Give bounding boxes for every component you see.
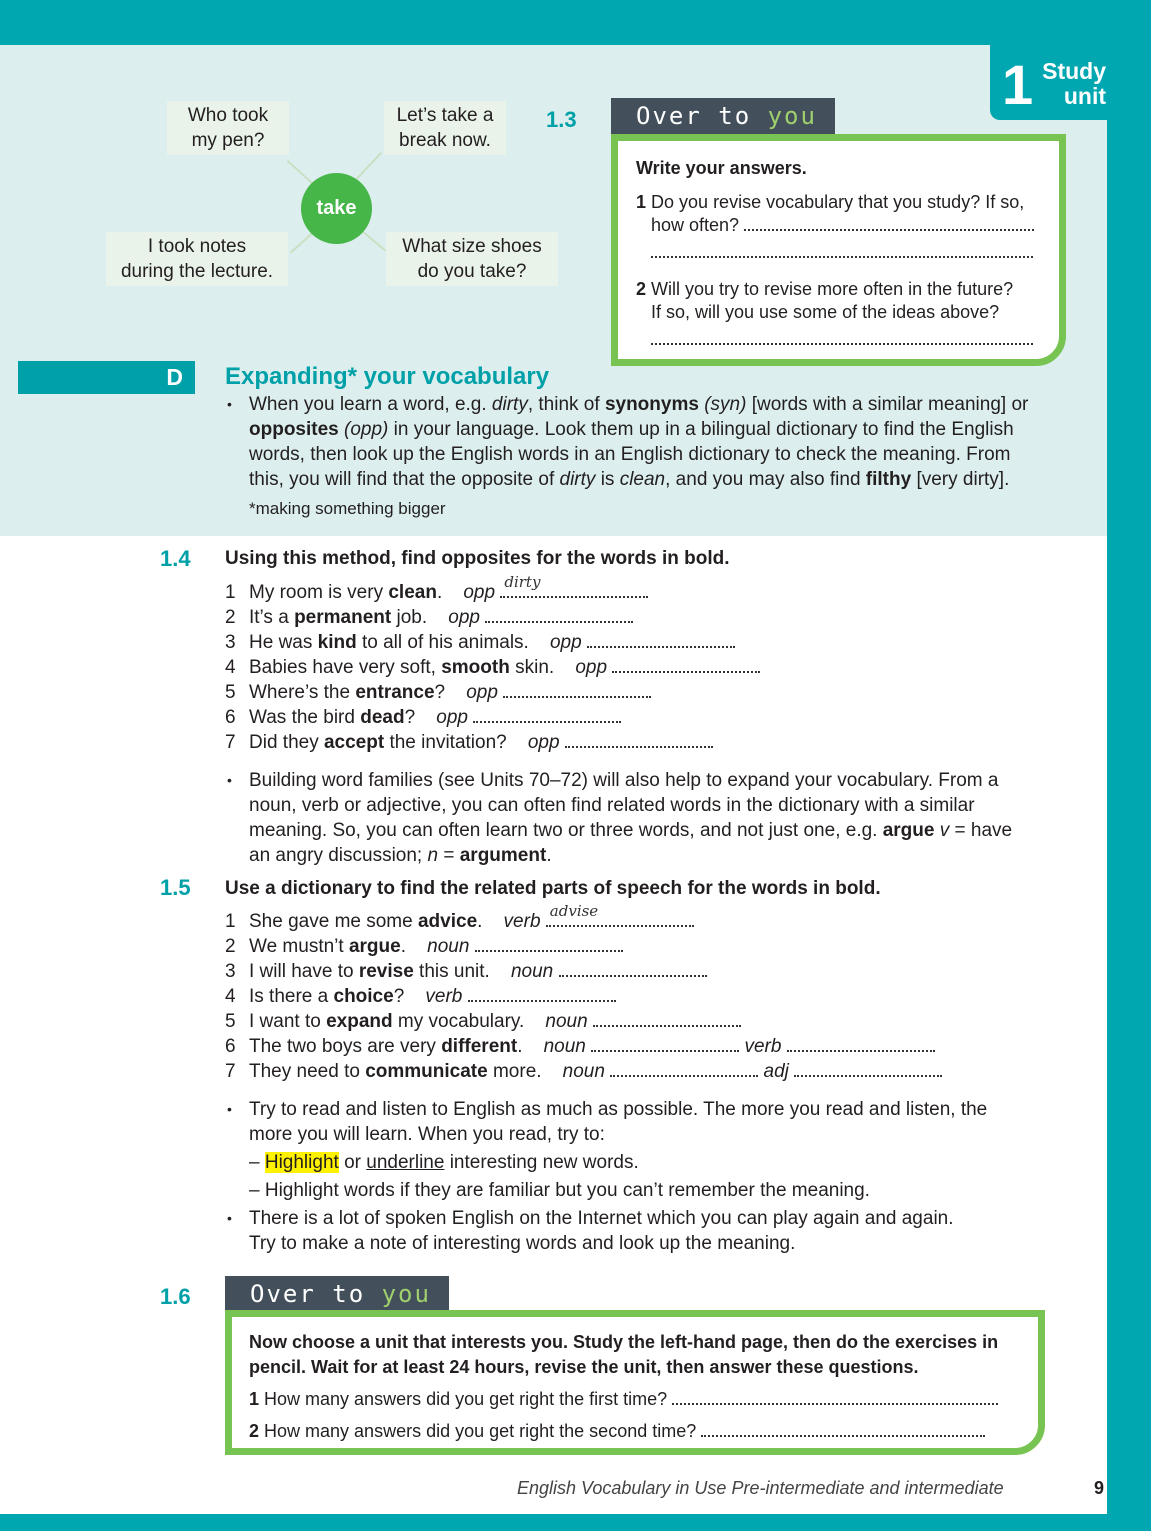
answer-line[interactable]: [672, 1391, 998, 1405]
right-band: [1107, 0, 1151, 1531]
answer-line[interactable]: [503, 684, 651, 698]
mindmap-bubble: What size shoes do you take?: [386, 232, 558, 286]
instructions: Write your answers.: [636, 158, 807, 178]
exercise-heading: Using this method, find opposites for the words in bold.: [225, 548, 730, 569]
handwritten-answer: advise: [549, 902, 599, 920]
exercise-item: 5 Where’s the entrance? opp: [225, 680, 760, 705]
exercise-item: 1 She gave me some advice. verb advise: [225, 909, 942, 934]
section-letter: D: [18, 361, 195, 394]
unit-label: Study unit: [1042, 58, 1106, 109]
answer-line[interactable]: [559, 963, 707, 977]
question-2: 2 How many answers did you get right the second time?: [249, 1420, 985, 1443]
exercise-item: 5 I want to expand my vocabulary. noun: [225, 1009, 942, 1034]
answer-line[interactable]: [744, 217, 1034, 231]
mindmap-center: take: [301, 173, 372, 244]
exercise-item: 2 We mustn’t argue. noun: [225, 934, 942, 959]
over-to-you-box: Write your answers. 1 Do you revise vocabulary that you study? If so, how often? 2 Will you try to revise more often in the future? If so, will you use some of the ideas above?: [611, 134, 1066, 366]
answer-line[interactable]: [701, 1423, 985, 1437]
underlined-word: underline: [366, 1152, 445, 1173]
question-1: 1 Do you revise vocabulary that you study? If so,: [636, 192, 1025, 212]
question-1: 1 How many answers did you get right the first time?: [249, 1388, 998, 1411]
answer-line[interactable]: [610, 1063, 758, 1077]
exercise-number: 1.4: [160, 546, 191, 571]
bullet-paragraph: • Try to read and listen to English as much as possible. The more you read and listen, the more you will learn. When you read, try to: – Highlight or underline interesting new words. – Highlight words if they are familiar but you can’t remember the meaning.: [227, 1099, 988, 1201]
top-band: [0, 0, 1151, 45]
exercise-item: 4 Babies have very soft, smooth skin. opp: [225, 655, 760, 680]
exercise-item: 6 The two boys are very different. noun verb: [225, 1034, 942, 1059]
exercise-item: 6 Was the bird dead? opp: [225, 705, 760, 730]
answer-line[interactable]: [651, 331, 1033, 345]
answer-line[interactable]: [468, 988, 616, 1002]
over-to-you-tab: Over to you: [225, 1276, 449, 1313]
answer-line[interactable]: [651, 244, 1033, 258]
bullet-paragraph: • Building word families (see Units 70–72) will also help to expand your vocabulary. From a noun, verb or adjective, you can often find related words in the dictionary with a similar meaning. So, you can often learn two or three words, and not just one, e.g. argue v = have an angry discussion; n = argument.: [227, 770, 1013, 866]
answer-line[interactable]: [787, 1038, 935, 1052]
exercise-item: 2 It’s a permanent job. opp: [225, 605, 760, 630]
exercise-item: 7 They need to communicate more. noun adj: [225, 1059, 942, 1084]
exercise-number: 1.5: [160, 875, 191, 900]
footnote: *making something bigger: [249, 499, 446, 518]
bullet-paragraph: • When you learn a word, e.g. dirty, think of synonyms (syn) [words with a similar meaning] or opposites (opp) in your language. Look them up in a bilingual dictionary to find the English words, then look up the English words in an English dictionary to check the meaning. From this, you will find that the opposite of dirty is clean, and you may also find filthy [very dirty]. *making something bigger: [249, 392, 1079, 521]
mindmap-bubble: Who took my pen?: [167, 101, 289, 155]
page-number: 9: [1094, 1478, 1105, 1498]
answer-line[interactable]: [473, 709, 621, 723]
unit-number: 1: [1002, 53, 1034, 116]
exercise-item: 1 My room is very clean. opp dirty: [225, 580, 760, 605]
answer-line[interactable]: [591, 1038, 739, 1052]
over-to-you-box: Now choose a unit that interests you. Study the left-hand page, then do the exercises in pencil. Wait for at least 24 hours, revise the unit, then answer these questions. 1 How many answers did you get right the first time? 2 How many answers did you get right the second time?: [225, 1310, 1045, 1455]
answer-line[interactable]: [612, 659, 760, 673]
mindmap-bubble: Let’s take a break now.: [384, 101, 506, 155]
answer-line[interactable]: [565, 734, 713, 748]
exercise-list: [225, 902, 942, 1084]
exercise-heading: Use a dictionary to find the related parts of speech for the words in bold.: [225, 878, 881, 899]
answer-line[interactable]: [500, 573, 648, 598]
exercise-item: 3 He was kind to all of his animals. opp: [225, 630, 760, 655]
over-to-you-tab: Over to you: [611, 98, 835, 135]
answer-line[interactable]: [587, 634, 735, 648]
highlighted-word: Highlight: [264, 1152, 339, 1173]
exercise-item: 7 Did they accept the invitation? opp: [225, 730, 760, 755]
answer-line[interactable]: [485, 609, 633, 623]
answer-line[interactable]: [593, 1013, 741, 1027]
bottom-band: [0, 1514, 1151, 1531]
handwritten-answer: dirty: [504, 573, 541, 591]
exercise-number: 1.3: [546, 107, 577, 132]
question-2: 2 Will you try to revise more often in the future?: [636, 279, 1014, 299]
bullet-paragraph: • There is a lot of spoken English on the Internet which you can play again and again. Try to make a note of interesting words and look up the meaning.: [227, 1208, 954, 1254]
exercise-item: 3 I will have to revise this unit. noun: [225, 959, 942, 984]
answer-line[interactable]: [475, 938, 623, 952]
exercise-item: 4 Is there a choice? verb: [225, 984, 942, 1009]
answer-line[interactable]: [546, 902, 694, 927]
answer-line[interactable]: [794, 1063, 942, 1077]
mindmap-bubble: I took notes during the lecture.: [106, 232, 288, 286]
exercise-list: [225, 573, 760, 755]
section-title: Expanding* your vocabulary: [225, 363, 550, 390]
book-title: English Vocabulary in Use Pre-intermediate and intermediate: [517, 1478, 1004, 1498]
exercise-number: 1.6: [160, 1284, 191, 1309]
